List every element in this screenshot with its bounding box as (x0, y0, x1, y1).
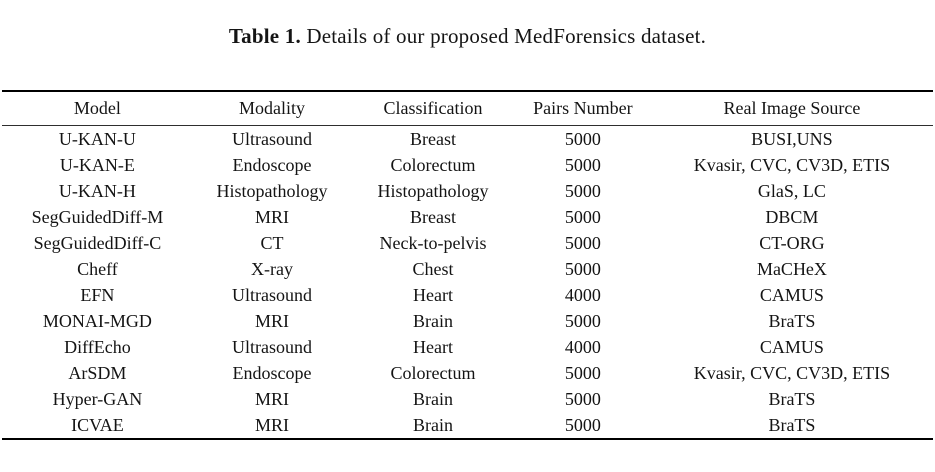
table-cell: 4000 (564, 284, 601, 305)
table-cell: 5000 (564, 206, 601, 227)
table-row (2, 386, 933, 412)
table-row (2, 256, 933, 282)
table-cell: Heart (413, 336, 454, 357)
table-caption-text: Details of our proposed MedForensics dataset. (306, 24, 707, 48)
column-header: Real Image Source (651, 91, 933, 126)
table-cell: ArSDM (68, 362, 127, 383)
table-cell: Hyper-GAN (52, 388, 143, 409)
table-cell: Heart (413, 284, 454, 305)
table-cell: SegGuidedDiff-M (31, 206, 164, 227)
table-row (2, 230, 933, 256)
table-cell: MRI (254, 206, 289, 227)
table-cell: Cheff (77, 258, 118, 279)
table-row (2, 126, 933, 153)
table-cell: U-KAN-U (58, 128, 136, 149)
table-cell: MaCHeX (756, 258, 827, 279)
table-cell: Endoscope (232, 154, 312, 175)
table-cell: Colorectum (390, 362, 476, 383)
table-cell: 5000 (564, 388, 601, 409)
table-cell: MONAI-MGD (42, 310, 152, 331)
table-cell: 5000 (564, 180, 601, 201)
table-cell: 5000 (564, 258, 601, 279)
table-cell: 5000 (564, 362, 601, 383)
table-cell: Ultrasound (231, 336, 312, 357)
table-cell: MRI (254, 414, 289, 435)
table-header-row (2, 91, 933, 126)
table-cell: Brain (413, 414, 454, 435)
table-cell: 5000 (564, 128, 601, 149)
table-cell: MRI (254, 388, 289, 409)
table-cell: X-ray (250, 258, 293, 279)
table-cell: Brain (413, 310, 454, 331)
table-cell: GlaS, LC (757, 180, 826, 201)
table-cell: BraTS (768, 310, 816, 331)
dataset-table (2, 90, 933, 440)
table-cell: U-KAN-H (58, 180, 136, 201)
table-cell: 5000 (564, 310, 601, 331)
table-row (2, 412, 933, 439)
table-cell: Breast (410, 206, 457, 227)
table-cell: U-KAN-E (59, 154, 135, 175)
table-row (2, 204, 933, 230)
table-cell: Chest (412, 258, 454, 279)
table-cell: Neck-to-pelvis (379, 232, 487, 253)
table-row (2, 282, 933, 308)
table-cell: CAMUS (759, 284, 824, 305)
table-cell: Breast (410, 128, 457, 149)
table-cell: 5000 (564, 414, 601, 435)
table-cell: Histopathology (377, 180, 489, 201)
table-row (2, 360, 933, 386)
table-cell: BraTS (768, 414, 816, 435)
table-cell: DBCM (765, 206, 819, 227)
table-cell: CAMUS (759, 336, 824, 357)
table-cell: Ultrasound (231, 284, 312, 305)
table-cell: Ultrasound (231, 128, 312, 149)
table-row (2, 178, 933, 204)
table-row (2, 152, 933, 178)
column-header: Pairs Number (515, 91, 651, 126)
table-cell: CT (260, 232, 284, 253)
table-cell: 5000 (564, 232, 601, 253)
table-cell: MRI (254, 310, 289, 331)
table-body (2, 126, 933, 440)
table-cell: EFN (80, 284, 115, 305)
table-caption (0, 0, 935, 49)
table-cell: Colorectum (390, 154, 476, 175)
table-cell: 5000 (564, 154, 601, 175)
table-cell: BUSI,UNS (751, 128, 833, 149)
table-cell: Kvasir, CVC, CV3D, ETIS (693, 154, 891, 175)
table-cell: Histopathology (216, 180, 328, 201)
table-cell: CT-ORG (759, 232, 825, 253)
column-header: Modality (193, 91, 351, 126)
table-cell: ICVAE (71, 414, 124, 435)
table-cell: Kvasir, CVC, CV3D, ETIS (693, 362, 891, 383)
column-header: Classification (351, 91, 515, 126)
table-cell: Endoscope (232, 362, 312, 383)
table-cell: 4000 (564, 336, 601, 357)
table-cell: Brain (413, 388, 454, 409)
table-row (2, 308, 933, 334)
table-cell: SegGuidedDiff-C (33, 232, 162, 253)
column-header: Model (2, 91, 193, 126)
table-row (2, 334, 933, 360)
table-cell: BraTS (768, 388, 816, 409)
table-cell: DiffEcho (64, 336, 131, 357)
table-caption-label: Table 1. (228, 24, 301, 48)
